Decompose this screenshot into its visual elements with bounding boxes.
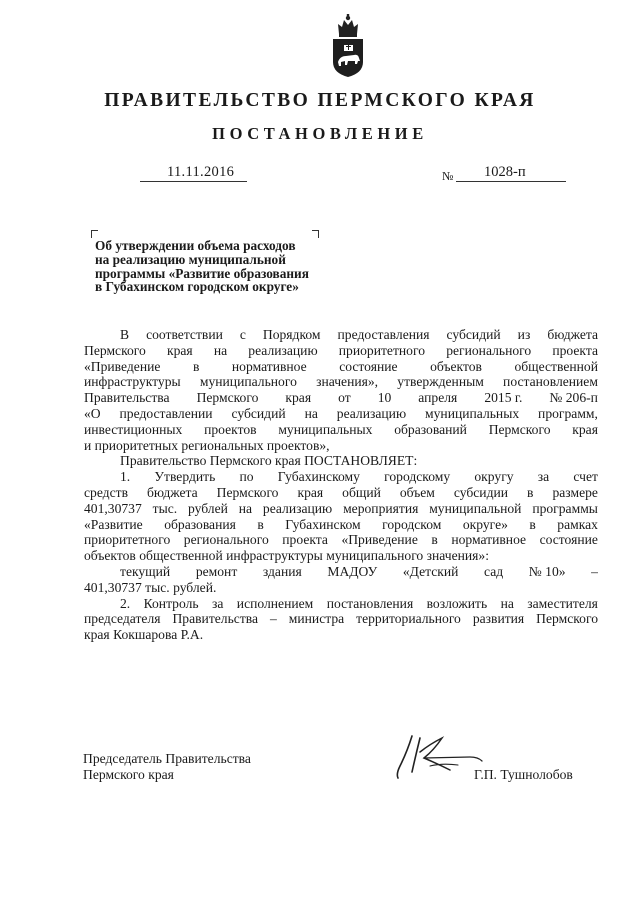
word: в (192, 358, 200, 374)
word: Губахинском (285, 516, 361, 532)
word: постановления (326, 595, 414, 611)
signatory-position (83, 751, 251, 783)
date-value: 11.11.2016 (167, 164, 235, 180)
text-line (84, 469, 598, 485)
word: приоритетного (338, 342, 426, 358)
word: размере (552, 484, 598, 500)
word: на (238, 500, 253, 516)
word: бюджета (547, 327, 598, 342)
word: заместителя (527, 595, 598, 611)
word: развития (472, 611, 525, 627)
word: возложить (426, 595, 488, 611)
word: средств (84, 484, 128, 500)
word: сад (484, 563, 504, 579)
document-body (84, 327, 598, 643)
word: на (213, 342, 228, 358)
document-number (456, 164, 566, 184)
word: «О (84, 405, 101, 421)
word: состояние (539, 532, 598, 548)
word: городскому (384, 469, 451, 485)
word: № 10» (528, 563, 566, 579)
word: 2015 г. (484, 390, 523, 406)
text-line (84, 390, 598, 406)
text-line (84, 359, 598, 375)
word: реализацию (262, 500, 333, 516)
paragraph-item-1 (84, 469, 598, 564)
word: по (239, 469, 254, 485)
word: текущий (120, 563, 171, 579)
word: здания (262, 563, 302, 579)
document-type: ПОСТАНОВЛЕНИЕ (212, 124, 428, 143)
word: территориального (356, 611, 461, 627)
text-line (84, 532, 598, 548)
word: Пермского (536, 611, 598, 627)
subject-block (95, 239, 365, 294)
signatory-name: Г.П. Тушнолобов (474, 767, 573, 782)
word: Контроль (143, 595, 199, 611)
word: муниципальной (429, 500, 522, 516)
word: в (431, 532, 438, 548)
word: проекта (282, 532, 328, 548)
word: бюджета (146, 484, 198, 500)
word: за (211, 595, 224, 611)
word: в (529, 516, 536, 532)
position-line: Пермского края (83, 766, 174, 782)
word: ремонт (195, 563, 238, 579)
word: нормативное (451, 532, 527, 548)
coat-of-arms-icon (330, 12, 366, 78)
word: в (527, 484, 534, 500)
word: Губахинскому (277, 469, 360, 485)
word: № 206-п (549, 390, 598, 406)
date-underline (140, 181, 247, 182)
word: Пермского (196, 390, 259, 406)
word: Пермского (216, 484, 279, 500)
word: рамках (557, 516, 598, 532)
word: исполнением (236, 595, 314, 611)
word: Правительства (84, 390, 170, 406)
number-sign: № (442, 169, 454, 183)
subject-corner-right (312, 230, 319, 238)
word: – (270, 611, 277, 627)
paragraph-repair (84, 564, 598, 596)
paragraph-item-2 (84, 596, 598, 643)
text-line: Правительство Пермского края ПОСТАНОВЛЯЕТ: (120, 453, 418, 469)
subject-line: Об утверждении объема расходов (95, 238, 296, 253)
word: проектов (204, 421, 257, 437)
text-line (84, 517, 598, 533)
word: председателя (84, 611, 161, 627)
text-line: объектов общественной инфраструктуры муниципального значения»: (84, 548, 490, 564)
word: края (297, 484, 324, 500)
government-title: ПРАВИТЕЛЬСТВО ПЕРМСКОГО КРАЯ (104, 90, 536, 111)
word: регионального (446, 342, 532, 358)
word: с (239, 327, 246, 342)
word: мероприятия (343, 500, 419, 516)
word: В (120, 327, 130, 342)
paragraph-basis (84, 327, 598, 453)
paragraph-decree (84, 453, 598, 469)
word: министра (288, 611, 345, 627)
word: инвестиционных (84, 421, 183, 437)
text-line (84, 596, 598, 612)
text-line (84, 406, 598, 422)
word: 2. (120, 595, 131, 611)
word: Пермского (84, 342, 146, 358)
word: муниципальных (278, 421, 373, 437)
word: образований (394, 421, 467, 437)
text-line (84, 374, 598, 390)
word: состояние (339, 358, 398, 374)
word: регионального (183, 532, 269, 548)
word: объектов (430, 358, 482, 374)
word: 10 (377, 390, 392, 406)
text-line (84, 422, 598, 438)
text-line (84, 485, 598, 501)
word: предоставлении (119, 405, 213, 421)
word: субсидии (453, 484, 509, 500)
subject-line: в Губахинском городском округе» (95, 279, 299, 295)
position-line: Председатель Правительства (83, 751, 251, 766)
word: значения», (316, 374, 379, 390)
word: из (517, 327, 531, 342)
text-line (84, 564, 598, 580)
word: на (304, 405, 318, 421)
word: Правительства (172, 611, 259, 627)
word: предоставления (337, 327, 430, 342)
word: МАДОУ (327, 563, 378, 579)
word: Порядком (262, 327, 321, 342)
word: объем (399, 484, 435, 500)
word: за (537, 469, 550, 485)
word: апреля (418, 390, 458, 406)
word: счет (573, 469, 598, 485)
text-line (84, 501, 598, 517)
word: округу (474, 469, 514, 485)
word: нормативное (231, 358, 307, 374)
word: соответствии (146, 327, 223, 342)
subject-line: на реализацию муниципальной (95, 251, 286, 267)
number-underline (456, 181, 566, 182)
word: городском (382, 516, 442, 532)
word: края (285, 390, 312, 406)
word: в (257, 516, 264, 532)
word: постановлением (503, 374, 598, 390)
word: субсидий (231, 405, 286, 421)
word: утвержденным (397, 374, 484, 390)
word: от (338, 390, 351, 406)
word: программы (532, 500, 598, 516)
word: 401,30737 (84, 500, 142, 516)
word: инфраструктуры (84, 374, 181, 390)
word: – (591, 563, 598, 579)
word: на (500, 595, 514, 611)
word: края (572, 421, 598, 437)
text-line: 401,30737 тыс. рублей. (84, 579, 217, 595)
subject-line: программы «Развитие образования (95, 265, 309, 281)
word: края (166, 342, 193, 358)
word: Утвердить (154, 469, 216, 485)
word: реализацию (336, 405, 407, 421)
subject-corner-left (91, 230, 98, 238)
word: Пермского (488, 421, 551, 437)
word: проекта (552, 342, 598, 358)
word: «Развитие (84, 516, 143, 532)
word: 1. (120, 469, 131, 485)
word: общественной (514, 358, 598, 374)
word: общий (342, 484, 381, 500)
word: субсидий (446, 327, 501, 342)
word: рублей (187, 500, 228, 516)
text-line (84, 327, 598, 343)
word: тыс. (152, 500, 178, 516)
text-line: края Кокшарова Р.А. (84, 627, 204, 643)
word: округе» (462, 516, 508, 532)
text-line (84, 343, 598, 359)
word: приоритетного (84, 532, 171, 548)
word: образования (164, 516, 236, 532)
text-line (84, 611, 598, 627)
word: реализацию (248, 342, 318, 358)
text-line: и приоритетных региональных проектов», (84, 437, 330, 453)
word: «Детский (402, 563, 459, 579)
document-date (140, 164, 247, 184)
word: «Приведение (84, 358, 161, 374)
number-value: 1028-п (484, 164, 526, 180)
word: «Приведение (341, 532, 418, 548)
word: муниципального (199, 374, 297, 390)
word: муниципальных (425, 405, 520, 421)
word: программ, (538, 405, 598, 421)
